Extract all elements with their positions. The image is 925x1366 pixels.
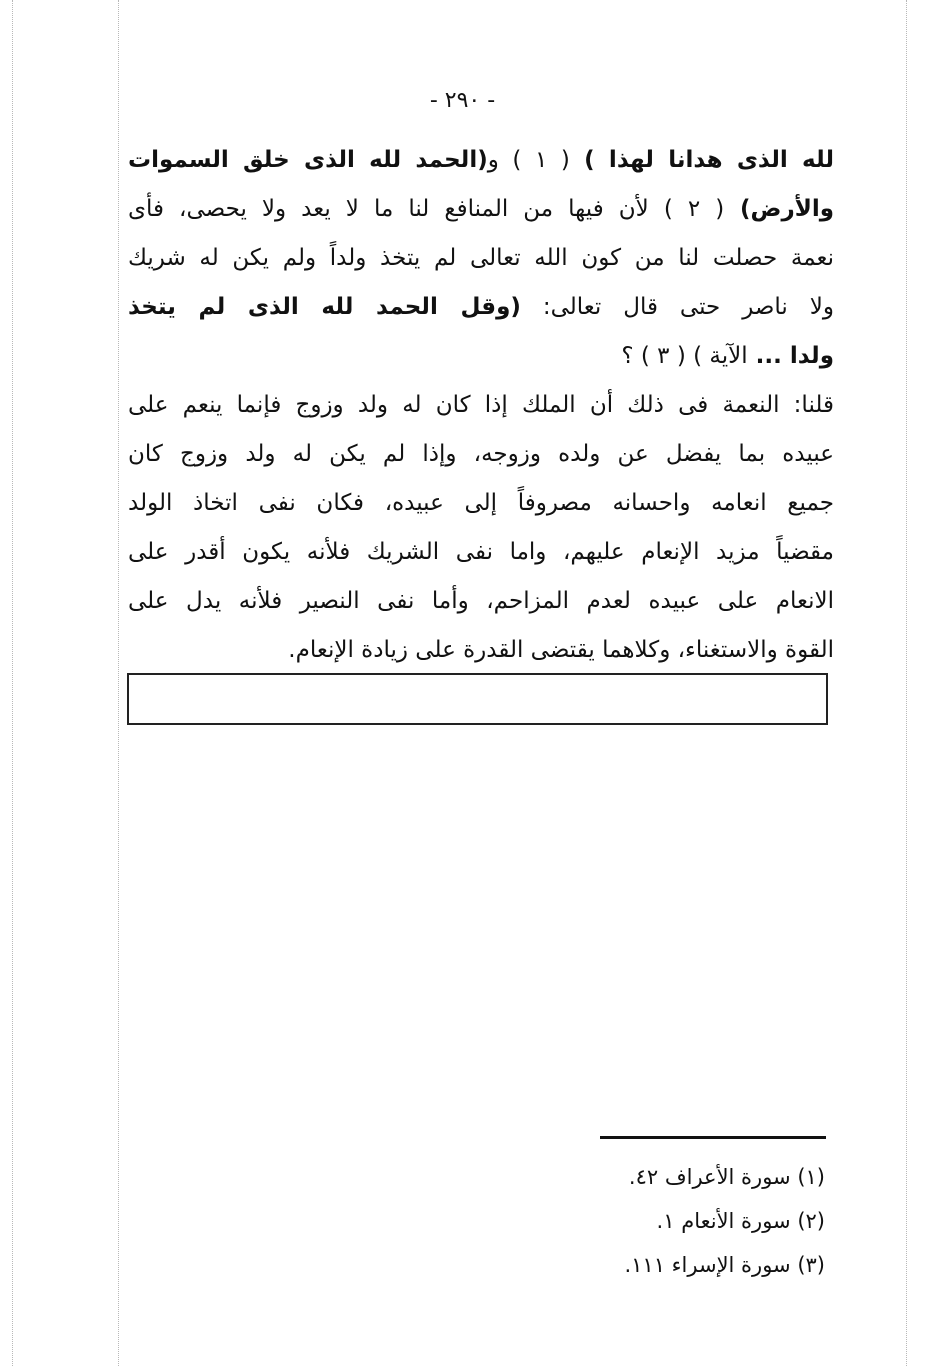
paragraph-1	[128, 136, 834, 381]
text-line	[128, 234, 834, 283]
quran-quote-text: لله الذى هدانا لهذا )	[569, 147, 834, 173]
quran-quote-text: (الحمد لله الذى خلق السموات	[128, 147, 488, 173]
quran-quote-text: والأرض)	[724, 196, 834, 222]
scan-artifact-line	[906, 0, 907, 1366]
text-line: عبيده بما يفضل عن ولده وزوجه، وإذا لم يكن له ولد وزوج كان	[128, 441, 834, 467]
body-text: الآية ) ( ٣ ) ؟	[621, 343, 748, 369]
body-text: ولا ناصر حتى قال تعالى:	[520, 294, 834, 320]
footnote-item: (٢) سورة الأنعام ١.	[656, 1209, 825, 1233]
text-line: الانعام على عبيده لعدم المزاحم، وأما نفى النصير فلأنه يدل على	[128, 588, 834, 614]
scan-artifact-line	[12, 0, 13, 1366]
footnote-item: (٣) سورة الإسراء ١١١.	[624, 1253, 825, 1277]
quran-quote-text: (وقل الحمد لله الذى لم يتخذ	[128, 294, 521, 320]
footnote-separator	[600, 1136, 826, 1139]
page-number: - ٢٩٠ -	[429, 88, 496, 113]
footnotes	[624, 1155, 825, 1287]
text-line	[128, 136, 834, 185]
paragraph-2	[128, 381, 834, 675]
body-text: ( ١ ) و	[487, 147, 570, 173]
text-line: القوة والاستغناء، وكلاهما يقتضى القدرة على زيادة الإنعام.	[288, 637, 834, 663]
empty-frame-box	[127, 673, 828, 725]
text-line: قلنا: النعمة فى ذلك أن الملك إذا كان له ولد وزوج فإنما ينعم على	[128, 392, 834, 418]
text-line: جميع انعامه واحسانه مصروفاً إلى عبيده، فكان نفى اتخاذ الولد	[128, 490, 834, 516]
text-line: مقضياً مزيد الإنعام عليهم، واما نفى الشريك فلأنه يكون أقدر على	[128, 539, 834, 565]
text-line	[128, 332, 834, 381]
text-line	[128, 185, 834, 234]
body-text: ( ٢ ) لأن فيها من المنافع لنا ما لا يعد ولا يحصى، فأى	[128, 196, 725, 222]
scan-artifact-line	[118, 0, 119, 1366]
footnote-item: (١) سورة الأعراف ٤٢.	[628, 1165, 825, 1189]
text-line	[128, 283, 834, 332]
quran-quote-text: ولدا ...	[747, 343, 834, 369]
body-text: نعمة حصلت لنا من كون الله تعالى لم يتخذ ولداً ولم يكن له شريك	[128, 245, 834, 271]
